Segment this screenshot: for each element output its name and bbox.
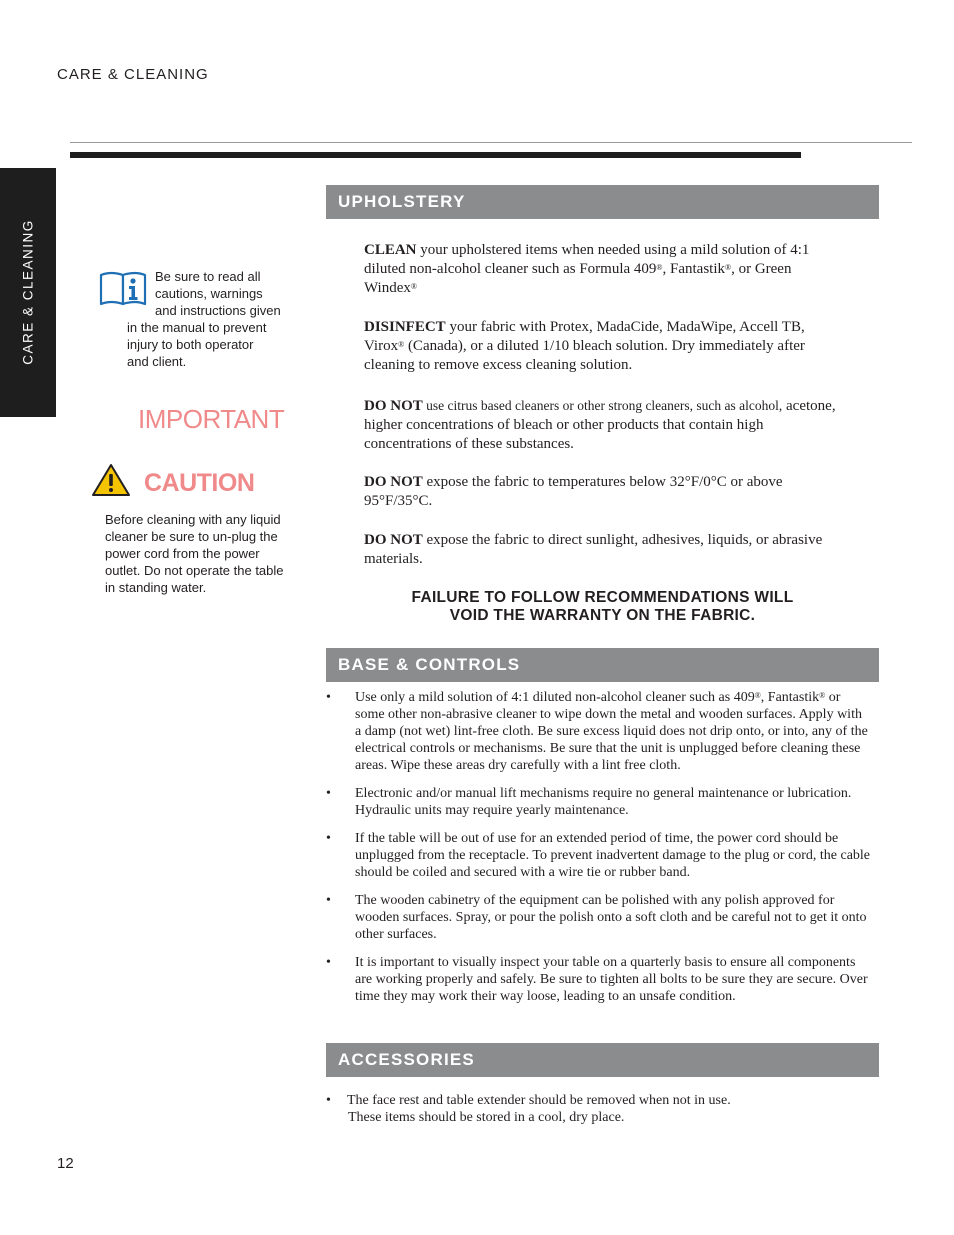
accessories-list bbox=[326, 1092, 871, 1126]
list-item: • If the table will be out of use for an extended period of time, the power cord should be unplugged from the receptacle. To prevent inadvertent damage to the plug or cord, the cable should be coiled and secured with a wire tie or rubber band. bbox=[326, 831, 871, 880]
upholstery-disinfect-paragraph: DISINFECT your fabric with Protex, MadaCide, MadaWipe, Accell TB, Virox® (Canada), or a diluted 1/10 bleach solution. Dry immediately after cleaning to remove excess cleaning solution. bbox=[364, 319, 805, 373]
list-item: • Use only a mild solution of 4:1 diluted non-alcohol cleaner such as 409®, Fantastik® or some other non-abrasive cleaner to wipe down the metal and wooden surfaces. Apply with a damp (not wet) lint-free cloth. Be sure excess liquid does not drip onto, or into, any of the electrical controls or mechanisms. Be sure that the unit is unplugged before cleaning these areas. Wipe these areas dry carefully with a lint free cloth. bbox=[326, 690, 868, 773]
list-item: • The face rest and table extender should be removed when not in use. These items should be stored in a cool, dry place. bbox=[326, 1093, 731, 1125]
important-heading: IMPORTANT bbox=[138, 404, 285, 434]
header-rule-thick bbox=[70, 152, 801, 158]
upholstery-do-not-cleaners-paragraph: DO NOT use citrus based cleaners or other strong cleaners, such as alcohol, acetone, higher concentrations of bleach or other products that contain high concentrations of these substances. bbox=[364, 398, 836, 452]
section-upholstery-header: UPHOLSTERY bbox=[326, 185, 879, 219]
list-item: • Electronic and/or manual lift mechanisms require no general maintenance or lubrication. Hydraulic units may require yearly maintenance. bbox=[326, 786, 852, 818]
section-base-controls-header: BASE & CONTROLS bbox=[326, 648, 879, 682]
warning-triangle-icon bbox=[91, 463, 131, 497]
warranty-warning: FAILURE TO FOLLOW RECOMMENDATIONS WILL VOID THE WARRANTY ON THE FABRIC. bbox=[411, 589, 794, 624]
info-note-text: Be sure to read all cautions, warnings and instructions given in the manual to prevent injury to both operator and client. bbox=[127, 269, 281, 369]
list-item: • The wooden cabinetry of the equipment can be polished with any polish approved for wooden surfaces. Spray, or pour the polish onto a soft cloth and be careful not to get it onto other surfaces. bbox=[326, 893, 867, 942]
upholstery-clean-paragraph: CLEAN your upholstered items when needed using a mild solution of 4:1 diluted non-alcohol cleaner such as Formula 409®, Fantastik®, or Green Windex® bbox=[364, 242, 810, 296]
side-section-tab bbox=[0, 168, 56, 417]
page-header-title: CARE & CLEANING bbox=[57, 66, 209, 83]
header-rule-thin bbox=[70, 142, 912, 143]
caution-heading: CAUTION bbox=[144, 469, 255, 497]
upholstery-do-not-sunlight-paragraph: DO NOT expose the fabric to direct sunlight, adhesives, liquids, or abrasive materials. bbox=[364, 532, 823, 567]
caution-text: Before cleaning with any liquid cleaner be sure to un-plug the power cord from the power outlet. Do not operate the table in standing water. bbox=[105, 512, 284, 595]
section-accessories-header: ACCESSORIES bbox=[326, 1043, 879, 1077]
side-tab-label: CARE & CLEANING bbox=[20, 219, 36, 365]
page-number: 12 bbox=[57, 1155, 74, 1172]
upholstery-do-not-temperature-paragraph: DO NOT expose the fabric to temperatures below 32°F/0°C or above 95°F/35°C. bbox=[364, 474, 783, 509]
base-controls-list bbox=[326, 689, 871, 1005]
list-item: • It is important to visually inspect your table on a quarterly basis to ensure all components are working properly and safely. Be sure to tighten all bolts to be sure they are secure. Over time they may work their way loose, leading to an unsafe condition. bbox=[326, 955, 868, 1004]
